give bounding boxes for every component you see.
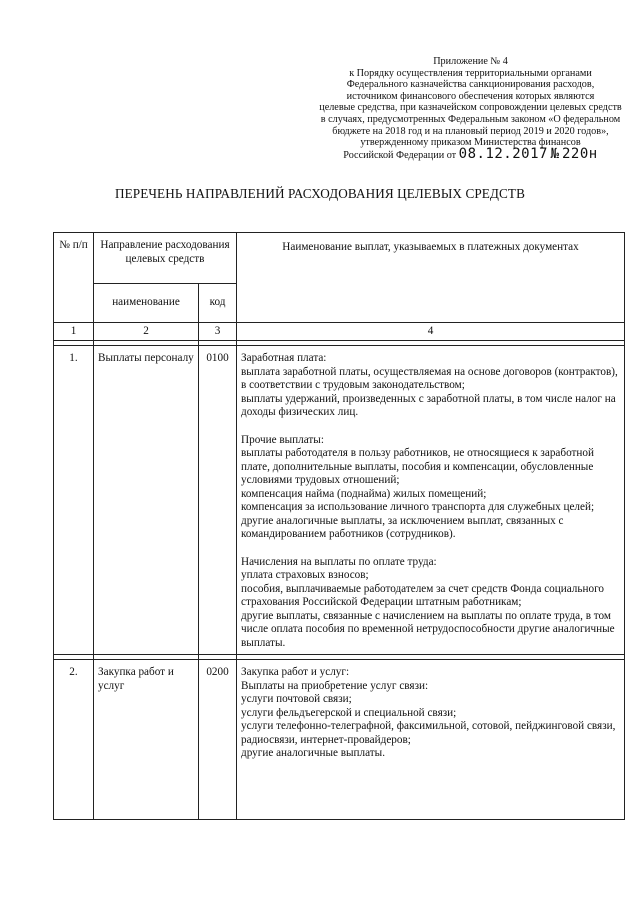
handwritten-date: 08.12.2017 xyxy=(458,145,548,162)
payment-line: услуги фельдъегерской и специальной связи; xyxy=(241,706,457,719)
payment-line: выплаты работодателя в пользу работников, не относящиеся к заработной плате, дополнительные выплаты, пособия и компенсации, обусловленные условиями трудовых отношений; xyxy=(241,447,594,486)
row-payments xyxy=(237,346,625,655)
payment-line: услуги телефонно-телеграфной, факсимильной, сотовой, пейджинговой связи, радиосвязи, интернет-провайдеров; xyxy=(241,720,616,746)
table-row xyxy=(54,346,625,655)
payment-line: пособия, выплачиваемые работодателем за счет средств Фонда социального страхования Российской Федерации штатным работникам; xyxy=(241,582,604,608)
row-number: 1. xyxy=(54,346,94,655)
payment-line: другие выплаты, связанные с начислением на выплаты по оплате труда, в том числе оплата пособия по временной нетрудоспособности другие аналогичные выплаты. xyxy=(241,609,615,649)
handwritten-order-number: 220н xyxy=(561,145,598,162)
payment-line: Начисления на выплаты по оплате труда: xyxy=(241,555,437,568)
document-title: ПЕРЕЧЕНЬ НАПРАВЛЕНИЙ РАСХОДОВАНИЯ ЦЕЛЕВЫХ СРЕДСТВ xyxy=(115,186,525,201)
appendix-header xyxy=(318,56,623,161)
row-payments xyxy=(237,660,625,820)
payment-line: Закупка работ и услуг: xyxy=(241,666,350,678)
payment-line: услуги почтовой связи; xyxy=(241,693,352,705)
payment-line: Заработная плата: xyxy=(241,352,327,364)
payment-block xyxy=(241,666,620,761)
payment-line: Выплаты на приобретение услуг связи: xyxy=(241,679,429,692)
table-row xyxy=(54,660,625,820)
column-number: 1 xyxy=(54,323,94,341)
payment-block xyxy=(241,556,620,651)
row-code: 0200 xyxy=(199,660,237,820)
column-number: 2 xyxy=(94,323,199,341)
appendix-line: целевые средства, при казначейском сопровождении целевых средств xyxy=(319,102,622,114)
expenditure-table xyxy=(53,232,625,820)
payment-line: Прочие выплаты: xyxy=(241,433,324,446)
appendix-line: утвержденному приказом Министерства финансов xyxy=(360,137,581,149)
column-number: 3 xyxy=(199,323,237,341)
appendix-line: Федерального казначейства санкционирования расходов, xyxy=(346,79,595,91)
row-name: Выплаты персоналу xyxy=(94,346,199,655)
payment-line: другие аналогичные выплаты. xyxy=(241,747,385,759)
column-number: 4 xyxy=(237,323,625,341)
appendix-line: в случаях, предусмотренных Федеральным законом «О федеральном xyxy=(320,113,621,125)
appendix-line: бюджете на 2018 год и на плановый период 2019 и 2020 годов», xyxy=(332,125,609,137)
row-name: Закупка работ и услуг xyxy=(94,660,199,820)
payment-block xyxy=(241,434,620,542)
payment-line: выплаты удержаний, произведенных с заработной платы, в том числе налог на доходы физических лиц. xyxy=(241,392,616,418)
header-code: код xyxy=(199,284,237,323)
header-payments xyxy=(237,233,625,323)
header-payments-text: Наименование выплат, указываемых в платежных документах xyxy=(282,241,579,253)
appendix-order-prefix: Российской Федерации от xyxy=(343,149,457,161)
payment-line: компенсация за использование личного транспорта для служебных целей; xyxy=(241,501,595,513)
row-number: 2. xyxy=(54,660,94,820)
appendix-line: к Порядку осуществления территориальными органами xyxy=(349,67,592,79)
payment-line: выплата заработной платы, осуществляемая на основе договоров (контрактов), в соответствии с трудовым законодательством; xyxy=(241,365,618,391)
appendix-line: Приложение № 4 xyxy=(433,56,508,67)
payment-block xyxy=(241,352,620,420)
payment-line: уплата страховых взносов; xyxy=(241,569,369,581)
number-sign: № xyxy=(550,145,560,162)
header-num: № п/п xyxy=(54,233,94,323)
header-name: наименование xyxy=(94,284,199,323)
header-direction: Направление расходования целевых средств xyxy=(94,233,237,284)
row-code: 0100 xyxy=(199,346,237,655)
payment-line: компенсация найма (поднайма) жилых помещений; xyxy=(241,487,487,500)
appendix-order-line xyxy=(318,145,623,162)
payment-line: другие аналогичные выплаты, за исключением выплат, связанных с командированием работников (сотрудников). xyxy=(241,514,564,540)
appendix-line: источником финансового обеспечения которых являются xyxy=(346,90,595,102)
